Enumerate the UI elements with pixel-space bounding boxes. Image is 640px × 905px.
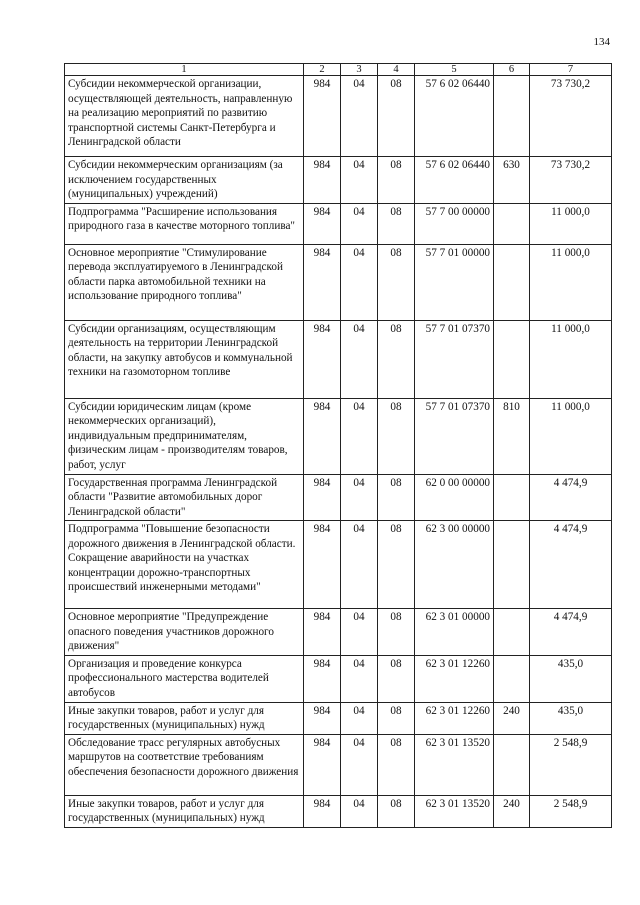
row-name: Субсидии некоммерческой организации, осуществляющей деятельность, направленную на реализацию мероприятий по развитию транспортной системы Санкт-Петербурга и Ленинградской области (65, 76, 304, 157)
row-name: Субсидии юридическим лицам (кроме некоммерческих организаций), индивидуальным предпринимателям, физическим лицам - производителям товаров, работ, услуг (65, 398, 304, 474)
expense-type (494, 76, 530, 157)
table-row (65, 157, 612, 204)
table-row (65, 795, 612, 827)
chapter-code: 984 (304, 203, 341, 244)
chapter-code: 984 (304, 702, 341, 734)
subsection-code: 08 (378, 474, 415, 521)
section-code: 04 (341, 474, 378, 521)
column-header: 4 (378, 64, 415, 76)
section-code: 04 (341, 157, 378, 204)
section-code: 04 (341, 203, 378, 244)
amount: 73 730,2 (530, 157, 612, 204)
header-row (65, 64, 612, 76)
subsection-code: 08 (378, 157, 415, 204)
section-code: 04 (341, 521, 378, 609)
amount: 4 474,9 (530, 474, 612, 521)
row-name: Обследование трасс регулярных автобусных маршрутов на соответствие требованиям обеспечения безопасности дорожного движения (65, 734, 304, 795)
amount: 2 548,9 (530, 795, 612, 827)
row-name: Основное мероприятие "Стимулирование перевода эксплуатируемого в Ленинградской области парка автомобильной техники на использование природного топлива" (65, 244, 304, 320)
target-article: 62 3 00 00000 (415, 521, 494, 609)
column-header: 5 (415, 64, 494, 76)
amount: 4 474,9 (530, 609, 612, 656)
row-name: Основное мероприятие "Предупреждение опасного поведения участников дорожного движения" (65, 609, 304, 656)
subsection-code: 08 (378, 702, 415, 734)
target-article: 62 3 01 00000 (415, 609, 494, 656)
table-row (65, 609, 612, 656)
column-header: 7 (530, 64, 612, 76)
chapter-code: 984 (304, 521, 341, 609)
subsection-code: 08 (378, 795, 415, 827)
target-article: 57 7 01 00000 (415, 244, 494, 320)
expense-type: 630 (494, 157, 530, 204)
amount: 11 000,0 (530, 244, 612, 320)
subsection-code: 08 (378, 734, 415, 795)
target-article: 57 7 01 07370 (415, 320, 494, 398)
subsection-code: 08 (378, 655, 415, 702)
table-row (65, 76, 612, 157)
chapter-code: 984 (304, 655, 341, 702)
amount: 4 474,9 (530, 521, 612, 609)
chapter-code: 984 (304, 609, 341, 656)
budget-table (64, 63, 612, 828)
subsection-code: 08 (378, 76, 415, 157)
chapter-code: 984 (304, 734, 341, 795)
section-code: 04 (341, 609, 378, 656)
amount: 435,0 (530, 702, 612, 734)
row-name: Иные закупки товаров, работ и услуг для государственных (муниципальных) нужд (65, 702, 304, 734)
target-article: 57 7 01 07370 (415, 398, 494, 474)
expense-type: 240 (494, 702, 530, 734)
amount: 11 000,0 (530, 320, 612, 398)
row-name: Подпрограмма "Повышение безопасности дорожного движения в Ленинградской области. Сокращение аварийности на участках концентрации дорожно-транспортных происшествий инженерными методами" (65, 521, 304, 609)
chapter-code: 984 (304, 320, 341, 398)
page-number: 134 (593, 36, 610, 48)
section-code: 04 (341, 244, 378, 320)
section-code: 04 (341, 320, 378, 398)
chapter-code: 984 (304, 157, 341, 204)
expense-type (494, 474, 530, 521)
chapter-code: 984 (304, 244, 341, 320)
table-row (65, 702, 612, 734)
table-row (65, 398, 612, 474)
expense-type (494, 203, 530, 244)
subsection-code: 08 (378, 609, 415, 656)
expense-type: 240 (494, 795, 530, 827)
subsection-code: 08 (378, 203, 415, 244)
chapter-code: 984 (304, 398, 341, 474)
section-code: 04 (341, 655, 378, 702)
table-row (65, 474, 612, 521)
table-row (65, 244, 612, 320)
amount: 435,0 (530, 655, 612, 702)
subsection-code: 08 (378, 398, 415, 474)
expense-type (494, 320, 530, 398)
section-code: 04 (341, 398, 378, 474)
row-name: Организация и проведение конкурса профессионального мастерства водителей автобусов (65, 655, 304, 702)
column-header: 2 (304, 64, 341, 76)
table-row (65, 655, 612, 702)
table-row (65, 521, 612, 609)
target-article: 62 3 01 13520 (415, 795, 494, 827)
row-name: Иные закупки товаров, работ и услуг для государственных (муниципальных) нужд (65, 795, 304, 827)
section-code: 04 (341, 76, 378, 157)
amount: 11 000,0 (530, 203, 612, 244)
target-article: 62 3 01 13520 (415, 734, 494, 795)
target-article: 57 6 02 06440 (415, 157, 494, 204)
table-row (65, 320, 612, 398)
row-name: Субсидии некоммерческим организациям (за исключением государственных (муниципальных) учреждений) (65, 157, 304, 204)
column-header: 1 (65, 64, 304, 76)
expense-type: 810 (494, 398, 530, 474)
column-header: 6 (494, 64, 530, 76)
row-name: Субсидии организациям, осуществляющим деятельность на территории Ленинградской области, на закупку автобусов и коммунальной техники на газомоторном топливе (65, 320, 304, 398)
expense-type (494, 609, 530, 656)
chapter-code: 984 (304, 474, 341, 521)
expense-type (494, 521, 530, 609)
subsection-code: 08 (378, 244, 415, 320)
subsection-code: 08 (378, 320, 415, 398)
expense-type (494, 655, 530, 702)
chapter-code: 984 (304, 76, 341, 157)
amount: 73 730,2 (530, 76, 612, 157)
amount: 2 548,9 (530, 734, 612, 795)
section-code: 04 (341, 702, 378, 734)
expense-type (494, 734, 530, 795)
target-article: 62 3 01 12260 (415, 655, 494, 702)
row-name: Государственная программа Ленинградской области "Развитие автомобильных дорог Ленинградской области" (65, 474, 304, 521)
chapter-code: 984 (304, 795, 341, 827)
subsection-code: 08 (378, 521, 415, 609)
section-code: 04 (341, 734, 378, 795)
amount: 11 000,0 (530, 398, 612, 474)
target-article: 57 7 00 00000 (415, 203, 494, 244)
table-row (65, 734, 612, 795)
target-article: 57 6 02 06440 (415, 76, 494, 157)
table-row (65, 203, 612, 244)
row-name: Подпрограмма "Расширение использования природного газа в качестве моторного топлива" (65, 203, 304, 244)
target-article: 62 0 00 00000 (415, 474, 494, 521)
target-article: 62 3 01 12260 (415, 702, 494, 734)
section-code: 04 (341, 795, 378, 827)
column-header: 3 (341, 64, 378, 76)
expense-type (494, 244, 530, 320)
